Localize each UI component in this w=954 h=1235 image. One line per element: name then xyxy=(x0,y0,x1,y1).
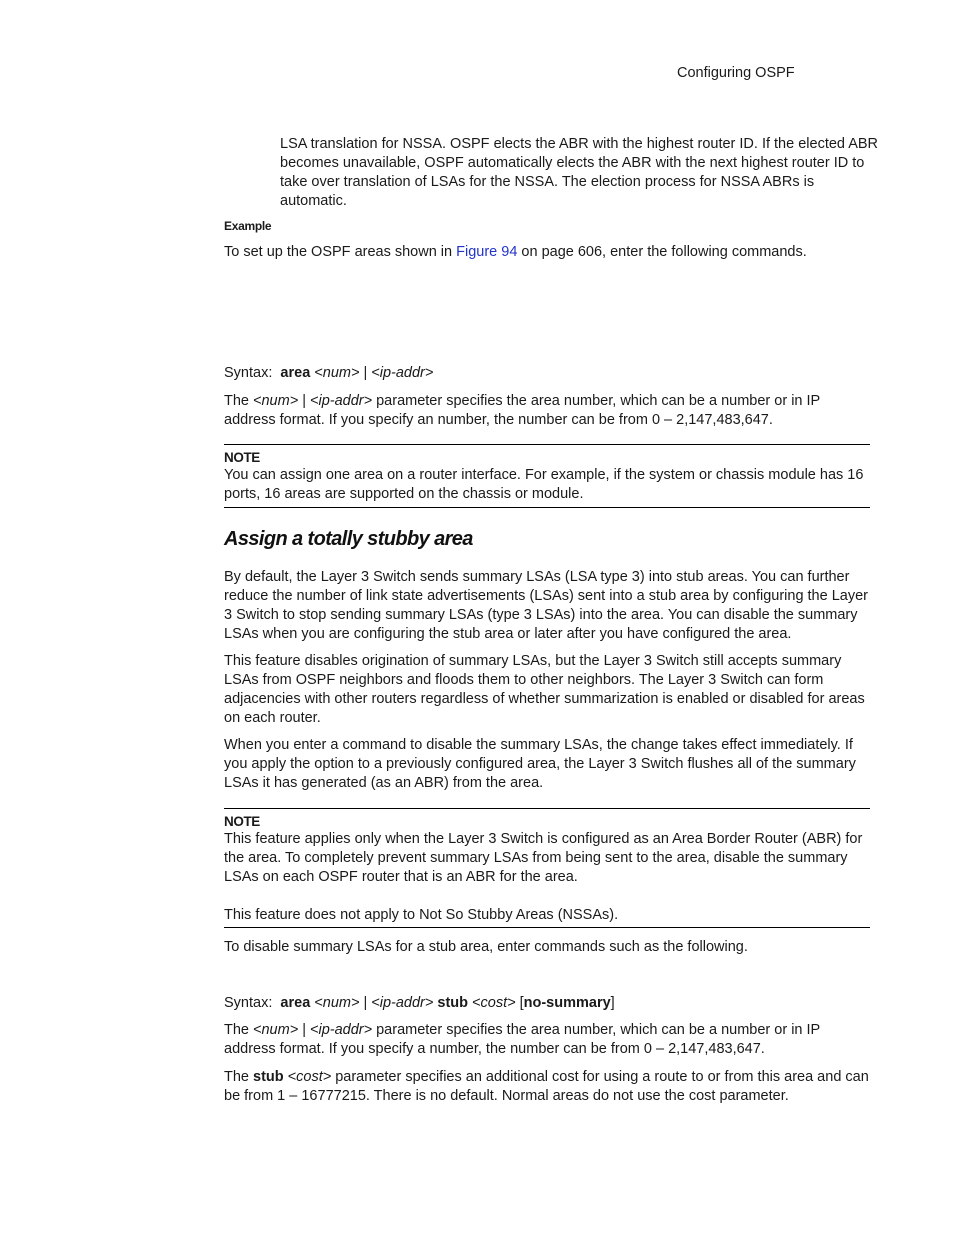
syntax-no-summary: no-summary xyxy=(523,995,611,1011)
syntax-prefix: Syntax: xyxy=(224,995,273,1011)
param-ipaddr: <ip-addr> xyxy=(310,1022,373,1038)
param-lead: The xyxy=(224,1069,254,1085)
syntax-num: <num> xyxy=(314,995,360,1011)
syntax-num: <num> xyxy=(314,365,360,381)
section-heading: Assign a totally stubby area xyxy=(224,528,473,550)
note-text-nssa: This feature does not apply to Not So Stubby Areas (NSSAs). xyxy=(224,907,619,923)
param-lead: The xyxy=(224,1022,254,1038)
param-sep: | xyxy=(298,1022,310,1038)
param-num: <num> xyxy=(253,1022,299,1038)
param-area-description xyxy=(224,392,874,430)
paragraph-command-effect: When you enter a command to disable the summary LSAs, the change takes effect immediately. If you apply the option to a previously configured area, the Layer 3 Switch flushes all of the summary LSAs it has generated (as an ABR) from the area. xyxy=(224,737,856,791)
note-text: You can assign one area on a router interface. For example, if the system or chassis module has 16 ports, 16 areas are supported on the chassis or module. xyxy=(224,467,864,502)
note-text-abr: This feature applies only when the Layer 3 Switch is configured as an Area Border Router (ABR) for the area. To completely prevent summary LSAs from being sent to the area, disable the summary LSAs on each OSPF router that is an ABR for the area. xyxy=(224,831,863,885)
syntax-cost: <cost> xyxy=(472,995,516,1011)
syntax-prefix: Syntax: xyxy=(224,365,273,381)
param-stub-cost-description xyxy=(224,1068,874,1106)
running-header: Configuring OSPF xyxy=(677,65,795,81)
param-num: <num> xyxy=(253,393,299,409)
syntax-sep: | xyxy=(359,365,372,381)
paragraph-disable-summary: To disable summary LSAs for a stub area, enter commands such as the following. xyxy=(224,939,748,955)
syntax-bracket-open: [ xyxy=(519,995,524,1011)
syntax-stub: stub xyxy=(437,995,468,1011)
param-ipaddr: <ip-addr> xyxy=(310,393,373,409)
example-text-after: on page 606, enter the following commands. xyxy=(517,244,807,260)
syntax-command: area xyxy=(280,995,311,1011)
example-paragraph xyxy=(224,243,874,262)
param-rest: parameter specifies the area number, which can be a number or in IP address format. If you specify an number, the number can be from 0 – 2,147,483,647. xyxy=(224,393,820,428)
note-title: NOTE xyxy=(224,814,260,829)
param-cost: <cost> xyxy=(287,1069,332,1085)
note-box-2 xyxy=(224,808,870,928)
intro-paragraph: LSA translation for NSSA. OSPF elects the ABR with the highest router ID. If the elected ABR becomes unavailable, OSPF automatically elects the ABR with the next highest router ID to take over translation of LSAs for the NSSA. The election process for NSSA ABRs is automatic. xyxy=(280,136,879,209)
paragraph-default-summary: By default, the Layer 3 Switch sends summary LSAs (LSA type 3) into stub areas. You can further reduce the number of link state advertisements (LSAs) sent into a stub area by configuring the Layer 3 Switch to stop sending summary LSAs (type 3 LSAs) into the area. You can disable the summary LSAs when you are configuring the stub area or later after you have configured the area. xyxy=(224,569,868,642)
syntax-sep: | xyxy=(359,995,372,1011)
example-label: Example xyxy=(224,219,272,233)
param-sep: | xyxy=(298,393,310,409)
syntax-bracket-close: ] xyxy=(610,995,615,1011)
figure-link[interactable]: Figure 94 xyxy=(456,244,518,260)
syntax-area xyxy=(224,364,874,383)
param-area-stub-description xyxy=(224,1021,874,1059)
syntax-command: area xyxy=(280,365,311,381)
example-text-before: To set up the OSPF areas shown in xyxy=(224,244,457,260)
param-rest: parameter specifies the area number, which can be a number or in IP address format. If you specify a number, the number can be from 0 – 2,147,483,647. xyxy=(224,1022,820,1057)
param-stub: stub xyxy=(253,1069,284,1085)
paragraph-feature-disables: This feature disables origination of summary LSAs, but the Layer 3 Switch still accepts summary LSAs from OSPF neighbors and floods them to other neighbors. The Layer 3 Switch can form adjacencies with other routers regardless of whether summarization is enabled or disabled for areas on each router. xyxy=(224,653,865,726)
note-title: NOTE xyxy=(224,450,260,465)
note-box-1 xyxy=(224,444,870,508)
param-lead: The xyxy=(224,393,254,409)
syntax-ipaddr: <ip-addr> xyxy=(371,995,434,1011)
syntax-ipaddr: <ip-addr> xyxy=(371,365,434,381)
syntax-area-stub xyxy=(224,994,874,1013)
param-rest: parameter specifies an additional cost for using a route to or from this area and can be from 1 – 16777215. There is no default. Normal areas do not use the cost parameter. xyxy=(224,1069,869,1104)
